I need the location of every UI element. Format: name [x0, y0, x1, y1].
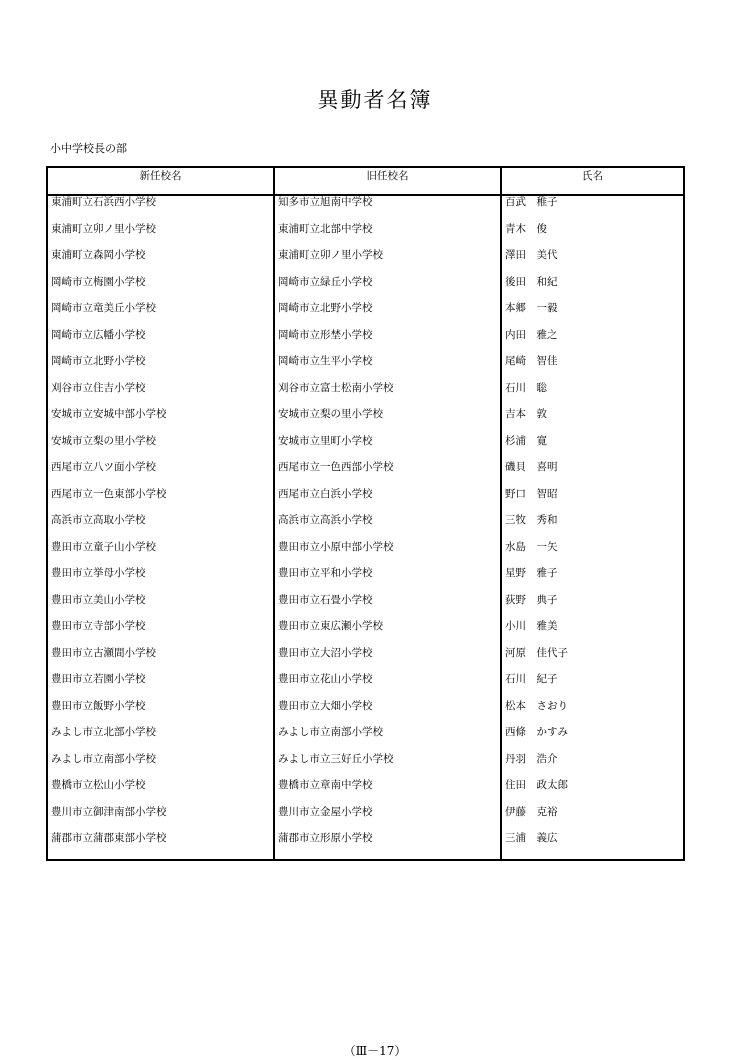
old-school-cell: 豊田市立平和小学校 [274, 567, 501, 594]
old-school-cell: 高浜市立高浜小学校 [274, 514, 501, 541]
name-cell: 磯貝 喜明 [501, 461, 684, 488]
new-school-cell: 西尾市立八ツ面小学校 [47, 461, 274, 488]
name-cell: 三浦 義広 [501, 832, 684, 860]
new-school-cell: 岡崎市立北野小学校 [47, 355, 274, 382]
new-school-cell: 東浦町立卯ノ里小学校 [47, 223, 274, 250]
new-school-cell: みよし市立南部小学校 [47, 753, 274, 780]
table-row [47, 329, 684, 356]
table-row [47, 382, 684, 409]
old-school-cell: 岡崎市立生平小学校 [274, 355, 501, 382]
new-school-cell: 西尾市立一色東部小学校 [47, 488, 274, 515]
page-number: （Ⅲ－17） [343, 1044, 407, 1058]
header-name: 氏名 [501, 167, 684, 195]
roster-table [46, 166, 685, 861]
table-row [47, 488, 684, 515]
name-cell: 内田 雅之 [501, 329, 684, 356]
new-school-cell: 豊田市立若園小学校 [47, 673, 274, 700]
name-cell: 吉本 敦 [501, 408, 684, 435]
old-school-cell: 豊橋市立章南中学校 [274, 779, 501, 806]
old-school-cell: 蒲郡市立形原小学校 [274, 832, 501, 860]
old-school-cell: 豊田市立小原中部小学校 [274, 541, 501, 568]
name-cell: 本郷 一毅 [501, 302, 684, 329]
old-school-cell: 豊田市立東広瀬小学校 [274, 620, 501, 647]
old-school-cell: 豊田市立石畳小学校 [274, 594, 501, 621]
table-row [47, 249, 684, 276]
name-cell: 澤田 美代 [501, 249, 684, 276]
old-school-cell: 豊田市立大沼小学校 [274, 647, 501, 674]
table-row [47, 647, 684, 674]
old-school-cell: 岡崎市立緑丘小学校 [274, 276, 501, 303]
name-cell: 青木 俊 [501, 223, 684, 250]
table-row [47, 779, 684, 806]
old-school-cell: 豊田市立花山小学校 [274, 673, 501, 700]
new-school-cell: 豊田市立童子山小学校 [47, 541, 274, 568]
table-row [47, 806, 684, 833]
header-old-school: 旧任校名 [274, 167, 501, 195]
name-cell: 松本 さおり [501, 700, 684, 727]
old-school-cell: みよし市立三好丘小学校 [274, 753, 501, 780]
table-row [47, 302, 684, 329]
old-school-cell: 知多市立旭南中学校 [274, 195, 501, 223]
table-row [47, 700, 684, 727]
table-row [47, 753, 684, 780]
name-cell: 杉浦 寛 [501, 435, 684, 462]
name-cell: 星野 雅子 [501, 567, 684, 594]
old-school-cell: 安城市立里町小学校 [274, 435, 501, 462]
new-school-cell: 安城市立梨の里小学校 [47, 435, 274, 462]
table-row [47, 276, 684, 303]
name-cell: 野口 智昭 [501, 488, 684, 515]
table-row [47, 832, 684, 860]
name-cell: 尾崎 智佳 [501, 355, 684, 382]
name-cell: 伊藤 克裕 [501, 806, 684, 833]
name-cell: 百武 稚子 [501, 195, 684, 223]
table-row [47, 355, 684, 382]
new-school-cell: 豊田市立飯野小学校 [47, 700, 274, 727]
section-label: 小中学校長の部 [50, 142, 127, 155]
new-school-cell: 刈谷市立住吉小学校 [47, 382, 274, 409]
new-school-cell: 東浦町立森岡小学校 [47, 249, 274, 276]
name-cell: 河原 佳代子 [501, 647, 684, 674]
old-school-cell: 刈谷市立富士松南小学校 [274, 382, 501, 409]
old-school-cell: 西尾市立一色西部小学校 [274, 461, 501, 488]
new-school-cell: 岡崎市立広幡小学校 [47, 329, 274, 356]
new-school-cell: 豊田市立寺部小学校 [47, 620, 274, 647]
name-cell: 小川 雅美 [501, 620, 684, 647]
old-school-cell: 豊田市立大畑小学校 [274, 700, 501, 727]
new-school-cell: みよし市立北部小学校 [47, 726, 274, 753]
old-school-cell: 岡崎市立北野小学校 [274, 302, 501, 329]
header-row [47, 167, 684, 195]
new-school-cell: 豊田市立挙母小学校 [47, 567, 274, 594]
name-cell: 住田 政太郎 [501, 779, 684, 806]
name-cell: 後田 和紀 [501, 276, 684, 303]
table-row [47, 195, 684, 223]
table-row [47, 223, 684, 250]
new-school-cell: 東浦町立石浜西小学校 [47, 195, 274, 223]
old-school-cell: 東浦町立卯ノ里小学校 [274, 249, 501, 276]
table-row [47, 567, 684, 594]
name-cell: 石川 紀子 [501, 673, 684, 700]
new-school-cell: 豊田市立古瀬間小学校 [47, 647, 274, 674]
new-school-cell: 豊田市立美山小学校 [47, 594, 274, 621]
page-title: 異動者名簿 [317, 88, 433, 112]
new-school-cell: 高浜市立高取小学校 [47, 514, 274, 541]
table-row [47, 594, 684, 621]
table-row [47, 541, 684, 568]
old-school-cell: 岡崎市立形埜小学校 [274, 329, 501, 356]
old-school-cell: 安城市立梨の里小学校 [274, 408, 501, 435]
table-row [47, 726, 684, 753]
new-school-cell: 安城市立安城中部小学校 [47, 408, 274, 435]
new-school-cell: 蒲郡市立蒲郡東部小学校 [47, 832, 274, 860]
name-cell: 三牧 秀和 [501, 514, 684, 541]
name-cell: 荻野 典子 [501, 594, 684, 621]
roster-body [47, 195, 684, 860]
new-school-cell: 豊川市立御津南部小学校 [47, 806, 274, 833]
table-row [47, 435, 684, 462]
old-school-cell: 豊川市立金屋小学校 [274, 806, 501, 833]
name-cell: 石川 聡 [501, 382, 684, 409]
new-school-cell: 豊橋市立松山小学校 [47, 779, 274, 806]
header-new-school: 新任校名 [47, 167, 274, 195]
table-row [47, 514, 684, 541]
new-school-cell: 岡崎市立梅園小学校 [47, 276, 274, 303]
table-row [47, 620, 684, 647]
new-school-cell: 岡崎市立竜美丘小学校 [47, 302, 274, 329]
name-cell: 水島 一矢 [501, 541, 684, 568]
table-row [47, 461, 684, 488]
old-school-cell: 西尾市立白浜小学校 [274, 488, 501, 515]
old-school-cell: みよし市立南部小学校 [274, 726, 501, 753]
table-row [47, 673, 684, 700]
name-cell: 西條 かすみ [501, 726, 684, 753]
table-row [47, 408, 684, 435]
old-school-cell: 東浦町立北部中学校 [274, 223, 501, 250]
name-cell: 丹羽 浩介 [501, 753, 684, 780]
